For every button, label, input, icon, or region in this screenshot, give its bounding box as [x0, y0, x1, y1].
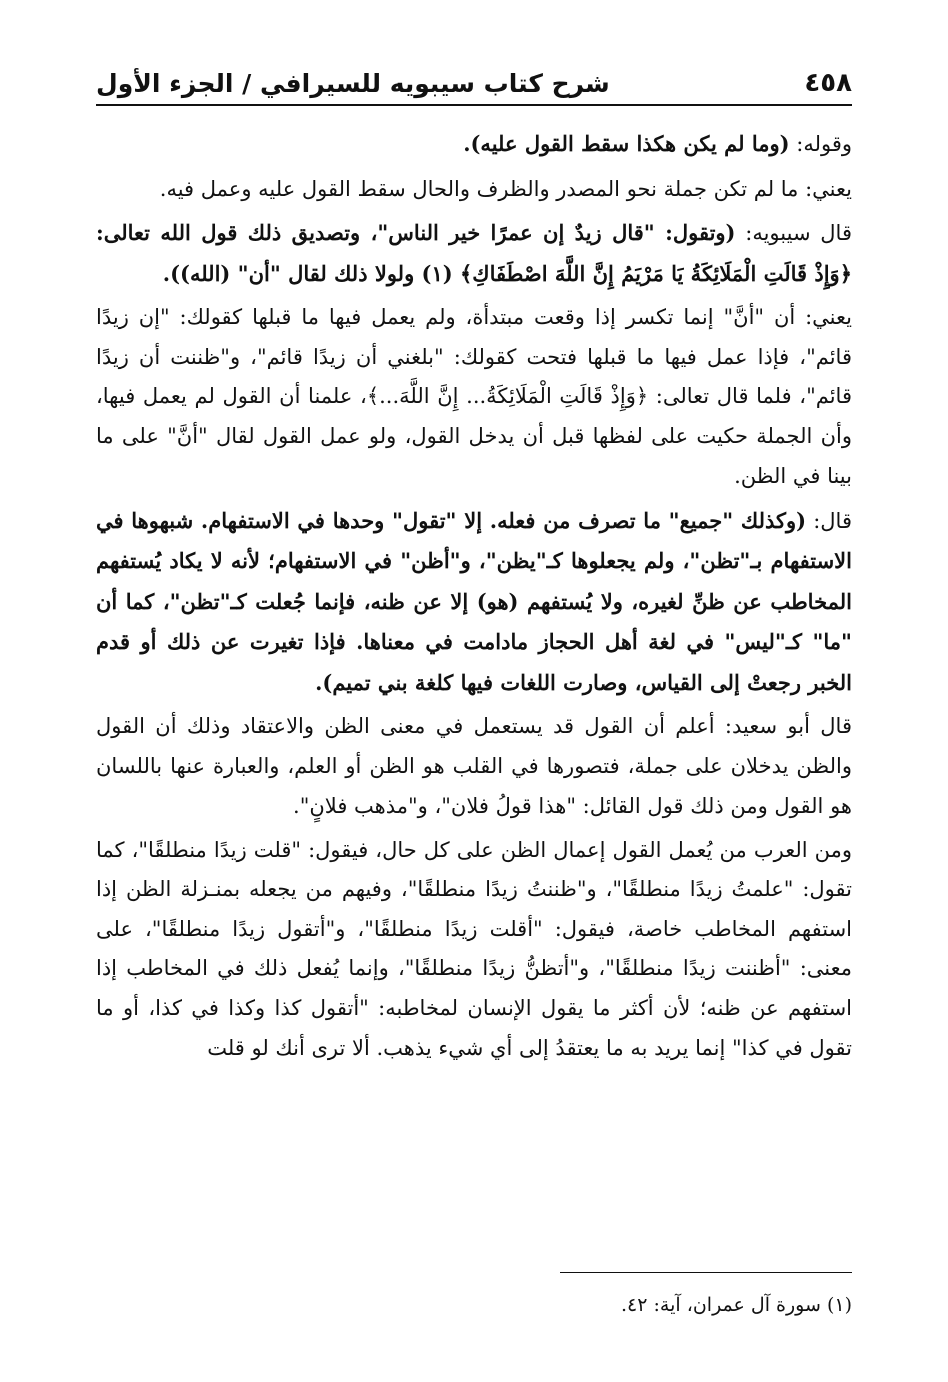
footnote-divider	[560, 1272, 852, 1273]
paragraph	[96, 169, 852, 210]
paragraph	[96, 213, 852, 294]
paragraph	[96, 831, 852, 1069]
paragraph-text: قال سيبويه:	[735, 221, 852, 245]
page-header	[96, 58, 852, 106]
paragraph	[96, 501, 852, 704]
paragraph	[96, 707, 852, 827]
running-title: شرح كتاب سيبويه للسيرافي / الجزء الأول	[96, 69, 610, 98]
page-number: ٤٥٨	[804, 68, 852, 98]
paragraph-text: وقوله:	[789, 132, 852, 156]
paragraph-text: قال أبو سعيد: أعلم أن القول قد يستعمل في معنى الظن والاعتقاد وذلك أن القول والظن يدخلان على جملة، فتصورها في القلب هو الظن أو العلم، والعبارة عنها باللسان هو القول ومن ذلك قول القائل: "هذا قولُ فلان"، و"مذهب فلانٍ".	[96, 714, 852, 818]
paragraph	[96, 124, 852, 165]
main-text	[96, 124, 852, 1073]
paragraph	[96, 298, 852, 497]
quoted-text: (وكذلك "جميع" ما تصرف من فعله. إلا "تقول" وحدها في الاستفهام. شبهوها في الاستفهام بـ"تظن"، ولم يجعلوها كـ"يظن"، و"أظن" في الاستفهام؛ لأنه لا يكاد يُستفهم المخاطب عن ظنِّ لغيره، ولا يُستفهم (هو) إلا عن ظنه، فإنما جُعلت كـ"تظن"، كما أن "ما" كـ"ليس" في لغة أهل الحجاز مادامت في معناها. فإذا تغيرت عن ذلك أو قدم الخبر رجعتْ إلى القياس، وصارت اللغات فيها كلغة بني تميم).	[96, 507, 852, 695]
paragraph-text: قال:	[806, 508, 852, 533]
quoted-text: (وتقول: "قال زيدٌ إن عمرًا خير الناس"، وتصديق ذلك قول الله تعالى: ﴿وَإِذْ قَالَتِ الْمَلَائِكَةُ يَا مَرْيَمُ إِنَّ اللَّهَ اصْطَفَاكِ﴾ (١) ولولا ذلك لقال "أن" (الله)).	[96, 220, 852, 286]
quoted-text: (وما لم يكن هكذا سقط القول عليه).	[463, 131, 790, 156]
paragraph-text: يعني: أن "أنَّ" إنما تكسر إذا وقعت مبتدأة، ولم يعمل فيها ما قبلها كقولك: "إن زيدًا قائم"، فإذا عمل فيها ما قبلها فتحت كقولك: "بلغني أن زيدًا قائم"، و"ظننت أن زيدًا قائم"، فلما قال تعالى: ﴿وَإِذْ قَالَتِ الْمَلَائِكَةُ... إِنَّ اللَّهَ...﴾، علمنا أن القول لم يعمل فيها، وأن الجملة حكيت على لفظها قبل أن يدخل القول، ولو عمل القول لقال "أنَّ" على ما بينا في الظن.	[96, 305, 852, 488]
paragraph-text: يعني: ما لم تكن جملة نحو المصدر والظرف والحال سقط القول عليه وعمل فيه.	[159, 176, 852, 201]
paragraph-text: ومن العرب من يُعمل القول إعمال الظن على كل حال، فيقول: "قلت زيدًا منطلقًا"، كما تقول: "علمتُ زيدًا منطلقًا"، و"ظننتُ زيدًا منطلقًا"، وفيهم من يجعله بمنـزلة الظن إذا استفهم المخاطب خاصة، فيقول: "أقلت زيدًا منطلقًا"، و"أتقول زيدًا منطلقًا"، على معنى: "أظننت زيدًا منطلقًا"، و"أتظنُّ زيدًا منطلقًا"، وإنما يُفعل ذلك في المخاطب إذا استفهم عن ظنه؛ لأن أكثر ما يقول الإنسان لمخاطبه: "أتقول كذا وكذا في كذا، أو ما تقول في كذا" إنما يريد به ما يعتقدُ إلى أي شيء يذهب. ألا ترى أنك لو قلت	[96, 837, 852, 1060]
footnote: (١) سورة آل عمران، آية: ٤٢.	[621, 1294, 852, 1316]
